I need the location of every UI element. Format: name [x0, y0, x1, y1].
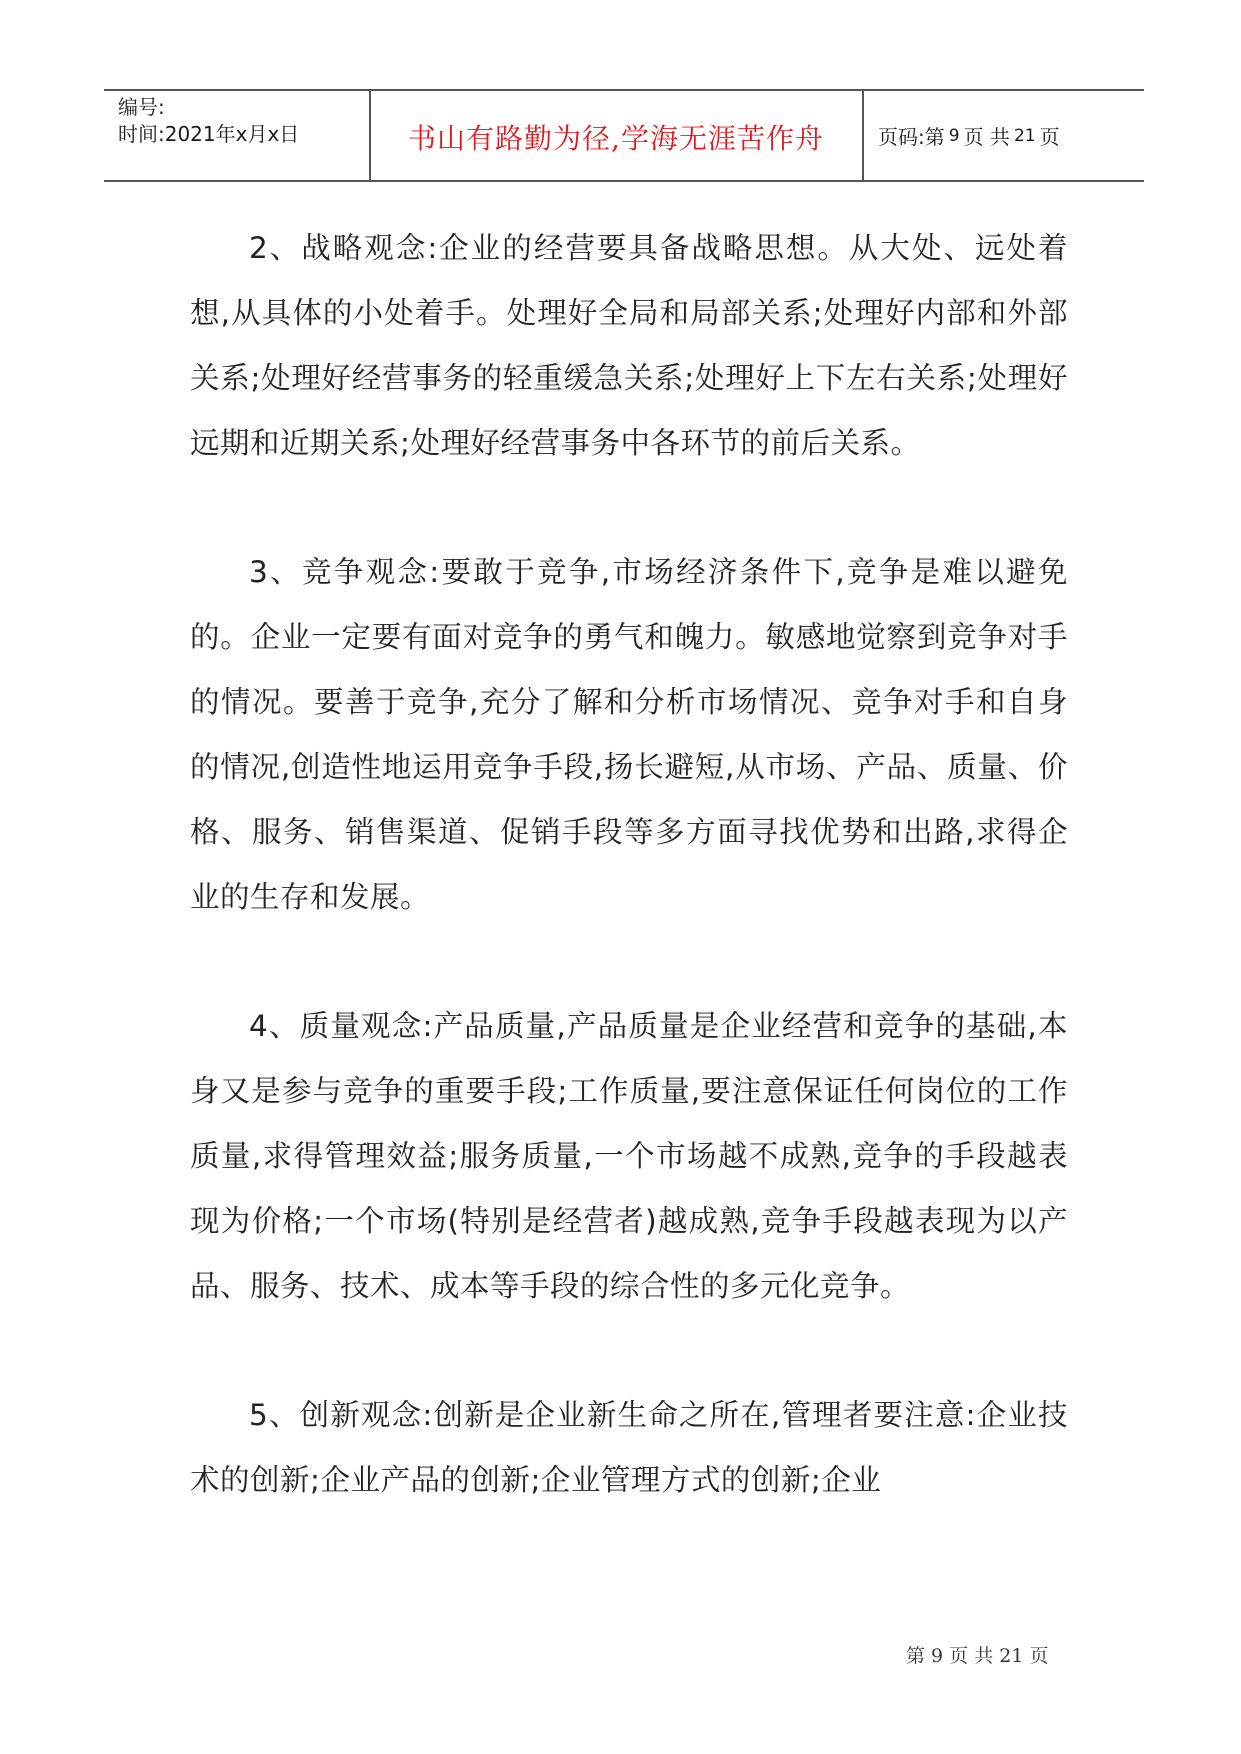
paragraph-competition: 3、竞争观念:要敢于竞争,市场经济条件下,竞争是难以避免的。企业一定要有面对竞争的勇气和魄力。敏感地觉察到竞争对手的情况。要善于竞争,充分了解和分析市场情况、竞争对手和自身的情况,创造性地运用竞争手段,扬长避短,从市场、产品、质量、价格、服务、销售渠道、促销手段等多方面寻找优势和出路,求得企业的生存和发展。: [190, 555, 1068, 914]
document-body: [190, 216, 1068, 1577]
header-page-cell: [864, 91, 1144, 180]
page-footer: 第 9 页 共 21 页: [906, 1645, 1049, 1667]
header-meta-cell: [104, 91, 369, 180]
page-prefix: 页码:第: [878, 125, 945, 149]
page-current: 9: [948, 125, 960, 146]
paragraph-strategy: 2、战略观念:企业的经营要具备战略思想。从大处、远处着想,从具体的小处着手。处理好全局和局部关系;处理好内部和外部关系;处理好经营事务的轻重缓急关系;处理好上下左右关系;处理好远期和近期关系;处理好经营事务中各环节的前后关系。: [190, 231, 1068, 460]
page-mid: 页 共: [963, 125, 1010, 149]
paragraph-quality: 4、质量观念:产品质量,产品质量是企业经营和竞争的基础,本身又是参与竞争的重要手段;工作质量,要注意保证任何岗位的工作质量,求得管理效益;服务质量,一个市场越不成熟,竞争的手段越表现为价格;一个市场(特别是经营者)越成熟,竞争手段越表现为以产品、服务、技术、成本等手段的综合性的多元化竞争。: [190, 1009, 1068, 1303]
paragraph-innovation: 5、创新观念:创新是企业新生命之所在,管理者要注意:企业技术的创新;企业产品的创新;企业管理方式的创新;企业: [190, 1398, 1068, 1497]
document-header: [104, 89, 1144, 182]
motto-text: 书山有路勤为径,学海无涯苦作舟: [408, 121, 824, 155]
number-label: 编号:: [118, 95, 165, 119]
page-total: 21: [1013, 125, 1036, 146]
time-label: 时间:2021年x月x日: [118, 122, 300, 146]
page-suffix: 页: [1039, 125, 1060, 149]
header-motto-cell: [371, 91, 861, 180]
